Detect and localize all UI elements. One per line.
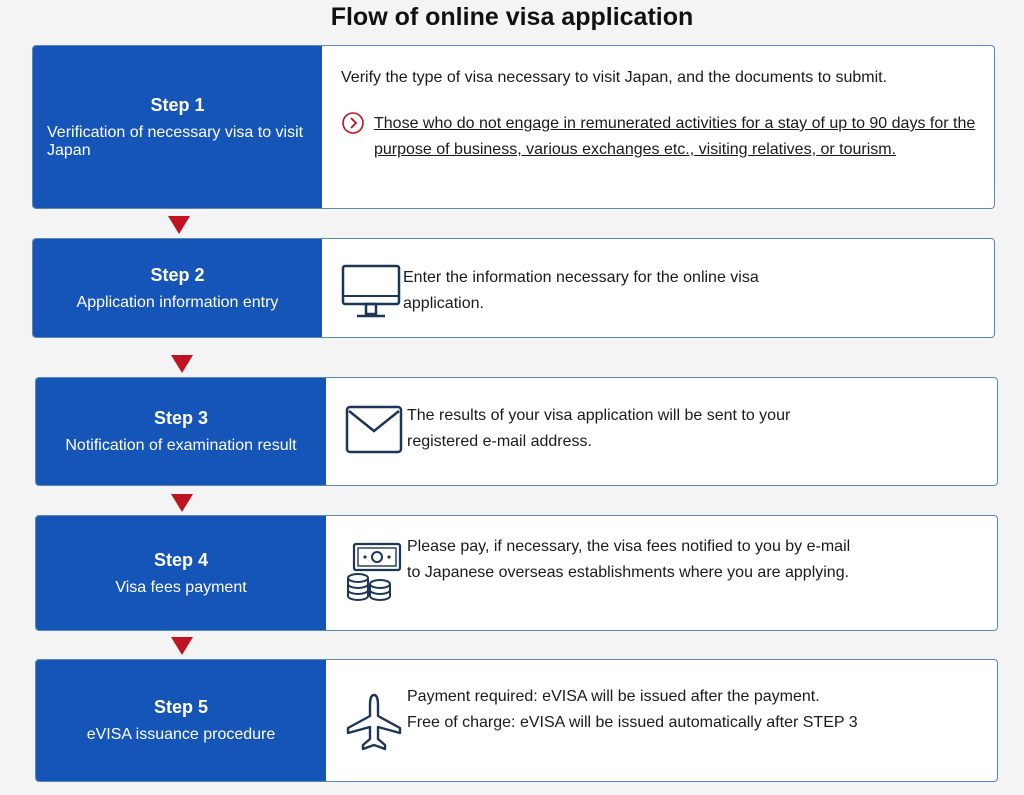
step-1-label xyxy=(33,46,322,208)
step-3-label xyxy=(36,378,326,485)
step-number: Step 1 xyxy=(150,94,205,115)
step-2 xyxy=(32,238,995,338)
step-2-label xyxy=(33,239,322,337)
step-name: Application information entry xyxy=(76,293,279,311)
step-number: Step 2 xyxy=(150,264,205,285)
money-icon xyxy=(344,542,404,613)
step-name: Verification of necessary visa to visit Japan xyxy=(47,123,304,159)
envelope-icon xyxy=(345,405,403,464)
step-1 xyxy=(32,45,995,209)
step-number: Step 4 xyxy=(153,549,209,570)
step-description: Verify the type of visa necessary to visit Japan, and the documents to submit. xyxy=(341,69,888,86)
monitor-icon xyxy=(341,264,401,329)
flow-arrow xyxy=(171,637,193,655)
step-2-content xyxy=(322,239,994,337)
step-description-line-2: Free of charge: eVISA will be issued automatically after STEP 3 xyxy=(407,714,858,731)
flow-arrow xyxy=(168,216,190,234)
step-description: The results of your visa application will be sent to your registered e-mail address. xyxy=(407,407,791,450)
flow-arrow xyxy=(171,355,193,373)
step-1-content xyxy=(322,46,994,208)
step-name: Notification of examination result xyxy=(65,437,297,454)
step-number: Step 5 xyxy=(153,697,209,717)
step-number: Step 3 xyxy=(153,408,209,428)
page-title: Flow of online visa application xyxy=(330,3,694,31)
step-4-label xyxy=(36,516,326,630)
flow-arrow xyxy=(171,494,193,512)
step-4-content xyxy=(326,516,997,630)
step-5 xyxy=(35,659,998,782)
step-4 xyxy=(35,515,998,631)
step-description: Please pay, if necessary, the visa fees notified to you by e-mail to Japanese overseas establishments where you are applying. xyxy=(407,538,851,581)
step-name: eVISA issuance procedure xyxy=(86,726,276,743)
step-3-content xyxy=(326,378,997,485)
airplane-icon xyxy=(344,692,404,761)
step-description-line-1: Payment required: eVISA will be issued after the payment. xyxy=(407,688,820,705)
short-stay-visa-link[interactable]: Those who do not engage in remunerated activities for a stay of up to 90 days for the purpose of business, various exchanges etc., visiting relatives, or tourism. xyxy=(374,115,976,158)
step-name: Visa fees payment xyxy=(115,578,247,596)
step-5-content xyxy=(326,660,997,781)
step-5-label xyxy=(36,660,326,781)
step-description: Enter the information necessary for the online visa application. xyxy=(403,269,759,312)
step-3 xyxy=(35,377,998,486)
chevron-right-circle-icon xyxy=(342,112,364,143)
